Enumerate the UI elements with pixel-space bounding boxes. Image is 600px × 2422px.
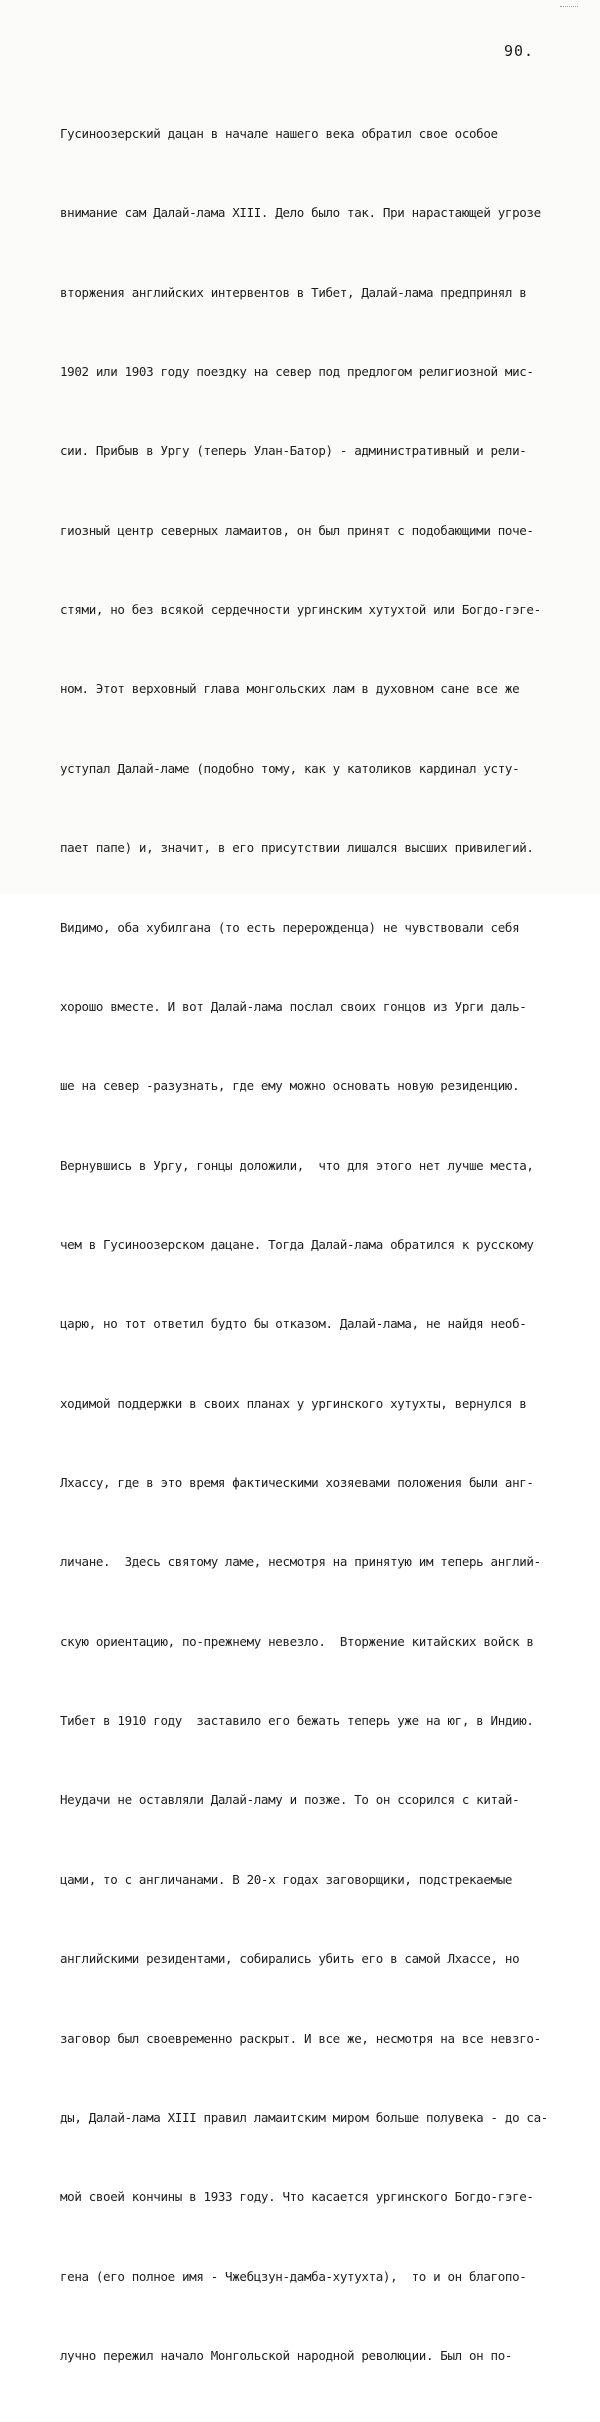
text-line: сии. Прибыв в Ургу (теперь Улан-Батор) - административный и рели- — [60, 443, 527, 459]
page-number: 90. — [504, 42, 535, 60]
text-line: ходимой поддержки в своих планах у ургинского хутухты, вернулся в — [60, 1395, 527, 1411]
text-line: гена (его полное имя - Чжебцзун-дамба-хутухта), то и он благопо- — [60, 2268, 527, 2284]
typed-text-body — [60, 68, 600, 2422]
text-line: мой своей кончины в 1933 году. Что касается ургинского Богдо-гэге- — [60, 2189, 534, 2205]
text-line: Неудачи не оставляли Далай-ламу и позже. То он ссорился с китай- — [60, 1792, 520, 1808]
text-line: английскими резидентами, собирались убить его в самой Лхассе, но — [60, 1951, 520, 1967]
text-line: лучно пережил начало Монгольской народной революции. Был он по- — [60, 2347, 513, 2363]
text-line: чем в Гусиноозерском дацане. Тогда Далай-лама обратился к русскому — [60, 1236, 534, 1252]
text-line: вторжения английских интервентов в Тибет, Далай-лама предпринял в — [60, 284, 527, 300]
text-line: стями, но без всякой сердечности ургинским хутухтой или Богдо-гэге- — [60, 602, 541, 618]
text-line: внимание сам Далай-лама XIII. Дело было так. При нарастающей угрозе — [60, 205, 541, 221]
text-line: личане. Здесь святому ламе, несмотря на принятую им теперь англий- — [60, 1554, 541, 1570]
text-line: заговор был своевременно раскрыт. И все же, несмотря на все невзго- — [60, 2030, 541, 2046]
text-line: царю, но тот ответил будто бы отказом. Далай-лама, не найдя необ- — [60, 1316, 527, 1332]
text-line: пает папе) и, значит, в его присутствии лишался высших привилегий. — [60, 840, 534, 856]
text-line: скую ориентацию, по-прежнему невезло. Вторжение китайских войск в — [60, 1633, 534, 1649]
text-line: Лхассу, где в это время фактическими хозяевами положения были анг- — [60, 1475, 534, 1491]
corner-mark — [560, 6, 578, 15]
text-line: ном. Этот верховный глава монгольских лам в духовном сане все же — [60, 681, 520, 697]
text-line: уступал Далай-ламе (подобно тому, как у католиков кардинал усту- — [60, 760, 520, 776]
text-line: Видимо, оба хубилгана (то есть перерожденца) не чувствовали себя — [60, 919, 520, 935]
text-line: хорошо вместе. И вот Далай-лама послал своих гонцов из Урги даль- — [60, 998, 527, 1014]
text-line: цами, то с англичанами. В 20-х годах заговорщики, подстрекаемые — [60, 1871, 513, 1887]
text-line: Тибет в 1910 году заставило его бежать теперь уже на юг, в Индию. — [60, 1713, 534, 1729]
text-line: гиозный центр северных ламаитов, он был принят с подобающими поче- — [60, 522, 534, 538]
text-line: ды, Далай-лама XIII правил ламаитским миром больше полувека - до са- — [60, 2109, 548, 2125]
text-line: Гусиноозерский дацан в начале нашего века обратил свое особое — [60, 125, 498, 141]
text-line: 1902 или 1903 году поездку на север под предлогом религиозной мис- — [60, 363, 534, 379]
text-line: Вернувшись в Ургу, гонцы доложили, что для этого нет лучше места, — [60, 1157, 534, 1173]
text-line: ше на север -разузнать, где ему можно основать новую резиденцию. — [60, 1078, 520, 1094]
